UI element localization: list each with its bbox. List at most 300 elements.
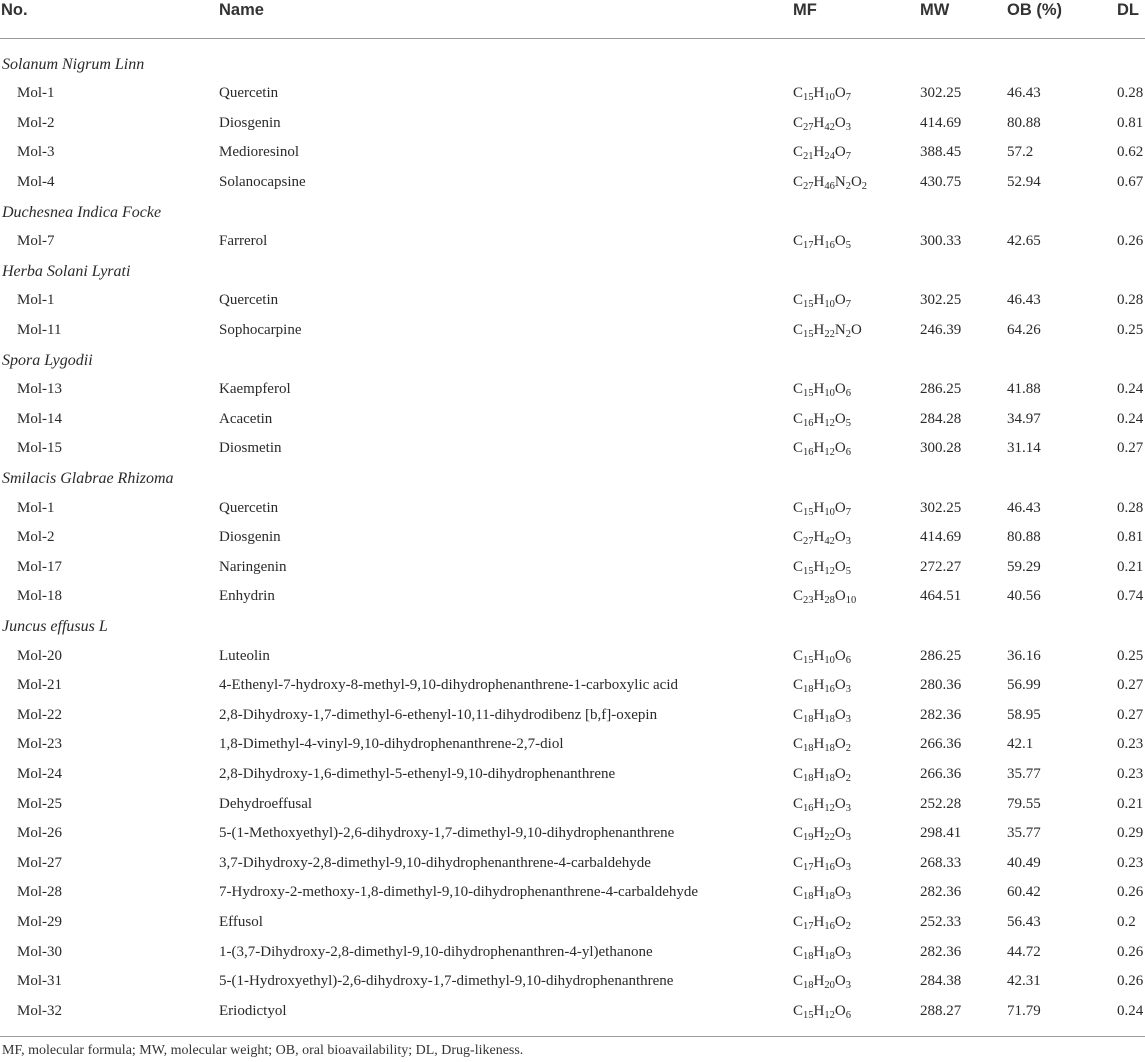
cell-dl: 0.27: [1117, 677, 1144, 694]
cell-no: Mol-1: [17, 499, 55, 516]
cell-no: Mol-22: [17, 706, 62, 723]
formula-element: C: [793, 114, 804, 131]
formula-subscript: 2: [845, 772, 851, 784]
cell-no: Mol-2: [17, 529, 55, 546]
cell-ob: 34.97: [1007, 410, 1041, 427]
formula-element: C: [793, 588, 804, 605]
formula-element: H: [813, 825, 825, 842]
formula-subscript: 16: [803, 417, 814, 429]
formula-subscript: 3: [845, 684, 851, 696]
cell-mw: 414.69: [920, 529, 962, 546]
cell-mw: 430.75: [920, 173, 962, 190]
formula-subscript: 6: [845, 447, 851, 459]
formula-subscript: 15: [803, 299, 814, 311]
cell-ob: 42.65: [1007, 233, 1041, 250]
formula-element: H: [813, 647, 825, 664]
cell-formula: [793, 316, 862, 346]
formula-subscript: 2: [845, 920, 851, 932]
group-label: Duchesnea Indica Focke: [2, 203, 162, 221]
formula-element: H: [813, 795, 825, 812]
cell-mw: 246.39: [920, 321, 962, 338]
cell-formula: [793, 878, 851, 908]
formula-element: O: [834, 233, 846, 250]
cell-formula: [793, 819, 851, 849]
table-row: [0, 878, 1145, 908]
formula-element: O: [834, 677, 846, 694]
table-row: [0, 819, 1145, 849]
cell-mw: 252.33: [920, 913, 962, 930]
formula-element: H: [813, 677, 825, 694]
cell-ob: 80.88: [1007, 114, 1041, 131]
formula-element: C: [793, 144, 804, 161]
formula-element: C: [793, 825, 804, 842]
cell-formula: [793, 730, 851, 760]
formula-element: H: [813, 173, 825, 190]
cell-mw: 282.36: [920, 706, 962, 723]
cell-name: Farrerol: [219, 233, 268, 250]
formula-element: O: [834, 588, 846, 605]
formula-subscript: 15: [803, 92, 814, 104]
group-row: [0, 464, 1145, 494]
cell-ob: 59.29: [1007, 558, 1041, 575]
formula-element: H: [813, 410, 825, 427]
formula-element: O: [834, 765, 846, 782]
cell-formula: [793, 582, 856, 612]
formula-element: O: [834, 795, 846, 812]
cell-ob: 35.77: [1007, 765, 1041, 782]
cell-name: 5-(1-Hydroxyethyl)-2,6-dihydroxy-1,7-dimethyl-9,10-dihydrophenanthrene: [219, 973, 674, 990]
formula-subscript: 3: [845, 713, 851, 725]
cell-name: Luteolin: [219, 647, 270, 664]
cell-dl: 0.26: [1117, 233, 1144, 250]
table-footnote: MF, molecular formula; MW, molecular weight; OB, oral bioavailability; DL, Drug-likeness.: [2, 1043, 524, 1058]
cell-no: Mol-2: [17, 114, 55, 131]
formula-subscript: 3: [845, 832, 851, 844]
cell-mw: 286.25: [920, 381, 962, 398]
table-row: [0, 434, 1145, 464]
table-row: [0, 790, 1145, 820]
cell-formula: [793, 760, 851, 790]
cell-formula: [793, 109, 851, 139]
cell-ob: 42.31: [1007, 973, 1041, 990]
formula-element: O: [834, 943, 846, 960]
formula-subscript: 16: [824, 240, 835, 252]
cell-name: Quercetin: [219, 292, 279, 309]
formula-subscript: 18: [803, 950, 814, 962]
cell-name: Diosmetin: [219, 440, 282, 457]
cell-no: Mol-7: [17, 233, 55, 250]
cell-formula: [793, 79, 851, 109]
cell-no: Mol-1: [17, 292, 55, 309]
cell-ob: 52.94: [1007, 173, 1041, 190]
formula-subscript: 18: [824, 743, 835, 755]
formula-element: C: [793, 529, 804, 546]
cell-formula: [793, 375, 851, 405]
cell-no: Mol-21: [17, 677, 62, 694]
table-row: [0, 967, 1145, 997]
table-header-row: [0, 0, 1145, 39]
cell-name: Eriodictyol: [219, 1002, 287, 1019]
formula-element: O: [834, 973, 846, 990]
cell-ob: 46.43: [1007, 292, 1041, 309]
cell-ob: 71.79: [1007, 1002, 1041, 1019]
formula-subscript: 22: [824, 832, 835, 844]
formula-element: O: [834, 499, 846, 516]
formula-subscript: 2: [845, 743, 851, 755]
table-row: [0, 79, 1145, 109]
cell-formula: [793, 908, 851, 938]
table-row: [0, 760, 1145, 790]
cell-no: Mol-27: [17, 854, 62, 871]
formula-subscript: 6: [845, 1009, 851, 1021]
formula-subscript: 18: [824, 713, 835, 725]
cell-no: Mol-32: [17, 1002, 62, 1019]
cell-no: Mol-17: [17, 558, 62, 575]
cell-mw: 464.51: [920, 588, 962, 605]
table-row: [0, 286, 1145, 316]
cell-ob: 46.43: [1007, 499, 1041, 516]
formula-subscript: 2: [845, 328, 851, 340]
formula-subscript: 3: [845, 536, 851, 548]
cell-dl: 0.21: [1117, 795, 1144, 812]
cell-no: Mol-26: [17, 825, 62, 842]
cell-formula: [793, 938, 851, 968]
formula-element: O: [834, 706, 846, 723]
table-row: [0, 109, 1145, 139]
cell-ob: 64.26: [1007, 321, 1041, 338]
cell-dl: 0.24: [1117, 1002, 1144, 1019]
formula-subscript: 42: [824, 121, 835, 133]
table-row: [0, 523, 1145, 553]
cell-mw: 300.28: [920, 440, 962, 457]
formula-element: C: [793, 85, 804, 102]
cell-dl: 0.23: [1117, 854, 1144, 871]
formula-subscript: 24: [824, 151, 835, 163]
header-ob: OB (%): [1007, 1, 1062, 19]
cell-ob: 40.56: [1007, 588, 1041, 605]
formula-element: H: [813, 499, 825, 516]
formula-element: O: [834, 647, 846, 664]
formula-subscript: 27: [803, 536, 814, 548]
cell-formula: [793, 553, 851, 583]
cell-name: Medioresinol: [219, 144, 299, 161]
table-row: [0, 997, 1145, 1027]
cell-dl: 0.25: [1117, 647, 1144, 664]
formula-element: O: [850, 173, 862, 190]
cell-name: 2,8-Dihydroxy-1,6-dimethyl-5-ethenyl-9,10-dihydrophenanthrene: [219, 765, 616, 782]
cell-no: Mol-4: [17, 173, 55, 190]
formula-subscript: 17: [803, 861, 814, 873]
cell-name: Diosgenin: [219, 114, 281, 131]
cell-ob: 80.88: [1007, 529, 1041, 546]
cell-name: Acacetin: [219, 410, 273, 427]
cell-mw: 298.41: [920, 825, 962, 842]
cell-no: Mol-15: [17, 440, 62, 457]
formula-subscript: 7: [845, 299, 851, 311]
cell-formula: [793, 701, 851, 731]
formula-element: C: [793, 410, 804, 427]
cell-ob: 56.99: [1007, 677, 1041, 694]
formula-element: H: [813, 884, 825, 901]
formula-subscript: 16: [824, 920, 835, 932]
formula-subscript: 19: [803, 832, 814, 844]
formula-element: C: [793, 233, 804, 250]
formula-element: N: [834, 173, 846, 190]
cell-dl: 0.67: [1117, 173, 1144, 190]
formula-subscript: 18: [803, 891, 814, 903]
formula-subscript: 2: [845, 180, 851, 192]
table-row: [0, 849, 1145, 879]
cell-mw: 414.69: [920, 114, 962, 131]
group-row: [0, 257, 1145, 287]
cell-formula: [793, 434, 851, 464]
cell-ob: 44.72: [1007, 943, 1041, 960]
cell-dl: 0.81: [1117, 114, 1144, 131]
formula-subscript: 10: [845, 595, 857, 607]
cell-mw: 272.27: [920, 558, 962, 575]
formula-element: H: [813, 381, 825, 398]
cell-mw: 282.36: [920, 943, 962, 960]
table-row: [0, 227, 1145, 257]
cell-ob: 36.16: [1007, 647, 1041, 664]
formula-element: H: [813, 321, 825, 338]
table-row: [0, 938, 1145, 968]
formula-subscript: 18: [803, 684, 814, 696]
formula-element: O: [834, 854, 846, 871]
cell-mw: 282.36: [920, 884, 962, 901]
cell-formula: [793, 997, 851, 1027]
cell-mw: 300.33: [920, 233, 962, 250]
formula-element: C: [793, 677, 804, 694]
cell-formula: [793, 168, 867, 198]
cell-name: 4-Ethenyl-7-hydroxy-8-methyl-9,10-dihydrophenanthrene-1-carboxylic acid: [219, 677, 679, 694]
formula-element: C: [793, 499, 804, 516]
formula-subscript: 12: [824, 417, 835, 429]
formula-subscript: 18: [824, 950, 835, 962]
cell-ob: 40.49: [1007, 854, 1041, 871]
table-bottom-rule: [0, 1036, 1145, 1037]
formula-element: C: [793, 706, 804, 723]
cell-ob: 60.42: [1007, 884, 1041, 901]
formula-element: O: [834, 558, 846, 575]
formula-subscript: 28: [824, 595, 835, 607]
cell-name: Naringenin: [219, 558, 287, 575]
formula-subscript: 16: [824, 684, 835, 696]
formula-element: O: [834, 1002, 846, 1019]
cell-formula: [793, 494, 851, 524]
cell-formula: [793, 405, 851, 435]
table-row: [0, 671, 1145, 701]
formula-subscript: 12: [824, 1009, 835, 1021]
formula-element: C: [793, 765, 804, 782]
cell-no: Mol-25: [17, 795, 62, 812]
cell-dl: 0.26: [1117, 884, 1144, 901]
formula-subscript: 16: [803, 447, 814, 459]
formula-element: C: [793, 736, 804, 753]
formula-subscript: 5: [845, 565, 851, 577]
formula-element: H: [813, 292, 825, 309]
cell-no: Mol-11: [17, 321, 62, 338]
cell-name: Quercetin: [219, 499, 279, 516]
cell-dl: 0.28: [1117, 292, 1144, 309]
formula-element: C: [793, 973, 804, 990]
formula-element: C: [793, 558, 804, 575]
cell-name: Kaempferol: [219, 381, 291, 398]
cell-ob: 42.1: [1007, 736, 1034, 753]
formula-subscript: 10: [824, 506, 835, 518]
cell-no: Mol-31: [17, 973, 62, 990]
cell-dl: 0.28: [1117, 85, 1144, 102]
formula-subscript: 5: [845, 240, 851, 252]
cell-name: Enhydrin: [219, 588, 275, 605]
formula-element: H: [813, 85, 825, 102]
cell-no: Mol-14: [17, 410, 62, 427]
formula-element: C: [793, 440, 804, 457]
formula-element: H: [813, 144, 825, 161]
table-row: [0, 701, 1145, 731]
formula-element: C: [793, 795, 804, 812]
formula-subscript: 10: [824, 299, 835, 311]
cell-no: Mol-20: [17, 647, 62, 664]
formula-element: O: [834, 114, 846, 131]
group-label: Spora Lygodii: [2, 351, 93, 369]
group-label: Solanum Nigrum Linn: [2, 55, 145, 73]
formula-subscript: 3: [845, 121, 851, 133]
cell-no: Mol-13: [17, 381, 62, 398]
cell-dl: 0.26: [1117, 943, 1144, 960]
formula-element: O: [850, 321, 862, 338]
formula-element: C: [793, 854, 804, 871]
cell-no: Mol-24: [17, 765, 62, 782]
formula-subscript: 3: [845, 980, 851, 992]
cell-mw: 302.25: [920, 499, 962, 516]
formula-subscript: 21: [803, 151, 814, 163]
cell-name: Effusol: [219, 913, 263, 930]
formula-subscript: 3: [845, 891, 851, 903]
cell-dl: 0.81: [1117, 529, 1144, 546]
formula-element: O: [834, 144, 846, 161]
cell-name: Dehydroeffusal: [219, 795, 313, 812]
cell-dl: 0.62: [1117, 144, 1144, 161]
cell-dl: 0.2: [1117, 913, 1136, 930]
formula-subscript: 12: [824, 447, 835, 459]
formula-subscript: 10: [824, 92, 835, 104]
cell-formula: [793, 967, 851, 997]
table-row: [0, 168, 1145, 198]
formula-subscript: 16: [803, 802, 814, 814]
formula-subscript: 7: [845, 506, 851, 518]
formula-subscript: 15: [803, 565, 814, 577]
cell-mw: 286.25: [920, 647, 962, 664]
table-row: [0, 375, 1145, 405]
formula-element: O: [834, 913, 846, 930]
group-row: [0, 346, 1145, 376]
formula-subscript: 7: [845, 92, 851, 104]
cell-name: 1,8-Dimethyl-4-vinyl-9,10-dihydrophenanthrene-2,7-diol: [219, 736, 564, 753]
cell-formula: [793, 642, 851, 672]
cell-mw: 266.36: [920, 765, 962, 782]
table-row: [0, 316, 1145, 346]
formula-subscript: 15: [803, 1009, 814, 1021]
cell-ob: 57.2: [1007, 144, 1034, 161]
cell-mw: 284.28: [920, 410, 962, 427]
cell-name: Sophocarpine: [219, 321, 302, 338]
formula-element: H: [813, 765, 825, 782]
table-row: [0, 642, 1145, 672]
table-row: [0, 582, 1145, 612]
formula-element: O: [834, 85, 846, 102]
formula-element: O: [834, 884, 846, 901]
cell-dl: 0.21: [1117, 558, 1144, 575]
formula-subscript: 3: [845, 950, 851, 962]
cell-mw: 252.28: [920, 795, 962, 812]
formula-subscript: 22: [824, 328, 835, 340]
formula-subscript: 42: [824, 536, 835, 548]
formula-subscript: 17: [803, 920, 814, 932]
cell-formula: [793, 790, 851, 820]
formula-subscript: 15: [803, 654, 814, 666]
cell-mw: 302.25: [920, 292, 962, 309]
cell-ob: 46.43: [1007, 85, 1041, 102]
formula-subscript: 6: [845, 654, 851, 666]
formula-subscript: 18: [803, 713, 814, 725]
formula-element: O: [834, 410, 846, 427]
cell-no: Mol-1: [17, 85, 55, 102]
cell-dl: 0.23: [1117, 736, 1144, 753]
formula-element: O: [834, 381, 846, 398]
cell-name: 1-(3,7-Dihydroxy-2,8-dimethyl-9,10-dihydrophenanthren-4-yl)ethanone: [219, 943, 653, 960]
cell-no: Mol-29: [17, 913, 62, 930]
cell-no: Mol-30: [17, 943, 62, 960]
formula-element: C: [793, 173, 804, 190]
formula-element: O: [834, 825, 846, 842]
cell-dl: 0.25: [1117, 321, 1144, 338]
formula-subscript: 12: [824, 565, 835, 577]
formula-subscript: 5: [845, 417, 851, 429]
formula-subscript: 7: [845, 151, 851, 163]
formula-element: O: [834, 292, 846, 309]
cell-dl: 0.23: [1117, 765, 1144, 782]
formula-element: O: [834, 736, 846, 753]
cell-dl: 0.27: [1117, 440, 1144, 457]
cell-name: Diosgenin: [219, 529, 281, 546]
formula-element: C: [793, 913, 804, 930]
cell-ob: 35.77: [1007, 825, 1041, 842]
header-mf: MF: [793, 1, 817, 19]
group-label: Juncus effusus L: [2, 617, 108, 635]
cell-no: Mol-28: [17, 884, 62, 901]
cell-name: 7-Hydroxy-2-methoxy-1,8-dimethyl-9,10-dihydrophenanthrene-4-carbaldehyde: [219, 884, 699, 901]
formula-element: H: [813, 1002, 825, 1019]
cell-name: 2,8-Dihydroxy-1,7-dimethyl-6-ethenyl-10,11-dihydrodibenz [b,f]-oxepin: [219, 706, 658, 723]
cell-dl: 0.74: [1117, 588, 1144, 605]
cell-no: Mol-3: [17, 144, 55, 161]
cell-no: Mol-23: [17, 736, 62, 753]
formula-element: H: [813, 943, 825, 960]
formula-element: H: [813, 854, 825, 871]
cell-formula: [793, 227, 851, 257]
formula-subscript: 23: [803, 595, 814, 607]
table-row: [0, 494, 1145, 524]
cell-dl: 0.28: [1117, 499, 1144, 516]
formula-element: C: [793, 943, 804, 960]
formula-element: H: [813, 233, 825, 250]
cell-mw: 280.36: [920, 677, 962, 694]
formula-subscript: 10: [824, 388, 835, 400]
table-row: [0, 405, 1145, 435]
formula-subscript: 10: [824, 654, 835, 666]
cell-name: 3,7-Dihydroxy-2,8-dimethyl-9,10-dihydrophenanthrene-4-carbaldehyde: [219, 854, 651, 871]
